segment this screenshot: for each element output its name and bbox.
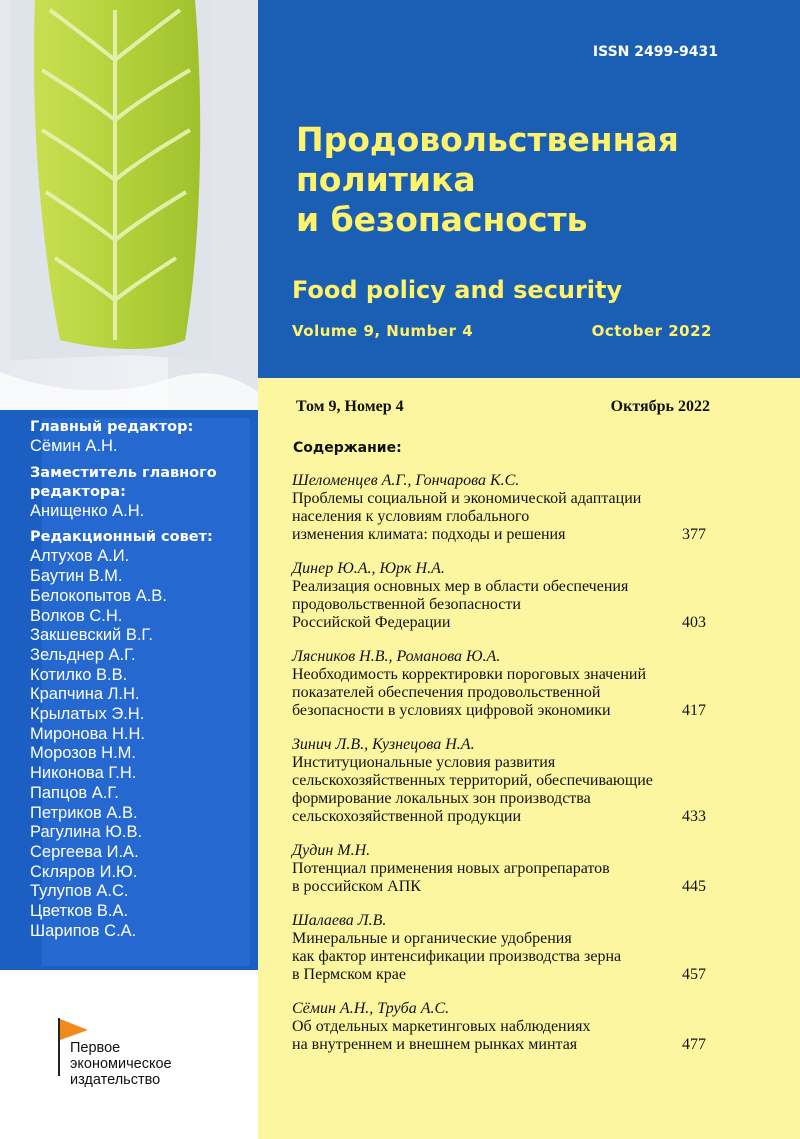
toc-authors: Сёмин А.Н., Труба А.С.	[292, 1000, 450, 1017]
toc-title-line: продовольственной безопасности	[292, 596, 521, 613]
council-member: Тулупов А.С.	[30, 882, 129, 901]
toc-title-line: Об отдельных маркетинговых наблюдениях	[292, 1018, 591, 1035]
toc-page-number: 445	[682, 878, 706, 895]
toc-authors: Динер Ю.А., Юрк Н.А.	[292, 560, 445, 577]
toc-entry[interactable]	[292, 648, 712, 720]
toc-authors: Дудин М.Н.	[292, 842, 371, 859]
council-member: Белокопытов А.В.	[30, 586, 167, 605]
editorial-board	[30, 418, 250, 941]
volume-en: Volume 9, Number 4	[292, 322, 474, 340]
council-member: Закшевский В.Г.	[30, 626, 153, 645]
council-member: Цветков В.А.	[30, 902, 129, 921]
toc-title-line: изменения климата: подходы и решения	[292, 526, 566, 543]
toc-authors: Шеломенцев А.Г., Гончарова К.С.	[292, 472, 520, 489]
wheat-illustration	[0, 0, 258, 410]
journal-title-ru	[296, 120, 776, 240]
toc-entry[interactable]	[292, 842, 712, 896]
toc-title-line: Потенциал применения новых агропрепаратов	[292, 860, 610, 877]
publisher-line: издательство	[70, 1072, 161, 1088]
toc-entry[interactable]	[292, 472, 712, 544]
toc-title-line: в Пермском крае	[292, 966, 406, 983]
council-member: Шарипов С.А.	[30, 921, 137, 940]
council-member: Морозов Н.М.	[30, 744, 137, 763]
council-member: Папцов А.Г.	[30, 783, 119, 802]
toc-title-line: сельскохозяйственных территорий, обеспечивающие	[292, 772, 653, 789]
deputy-editor-label: Заместитель главного	[30, 464, 217, 481]
publisher-line: Первое	[70, 1040, 121, 1056]
council-member: Петриков А.В.	[30, 803, 138, 822]
toc-page-number: 433	[682, 808, 706, 825]
council-member: Сергеева И.А.	[30, 842, 139, 861]
council-member: Зельднер А.Г.	[30, 645, 136, 664]
chief-editor-name: Сёмин А.Н.	[30, 437, 118, 455]
toc-page-number: 417	[682, 702, 706, 719]
toc-authors: Шалаева Л.В.	[292, 912, 387, 929]
toc-entry[interactable]	[292, 560, 712, 632]
toc-title-line: сельскохозяйственной продукции	[292, 808, 522, 825]
council-member: Волков С.Н.	[30, 606, 123, 625]
council-member: Крылатых Э.Н.	[30, 705, 145, 724]
council-member: Миронова Н.Н.	[30, 724, 145, 743]
toc-title-line: Необходимость корректировки пороговых значений	[292, 666, 647, 683]
toc-title-line: на внутреннем и внешнем рынках минтая	[292, 1036, 578, 1053]
council-member: Скляров И.Ю.	[30, 862, 138, 881]
toc-entry[interactable]	[292, 1000, 712, 1054]
toc-title-line: Реализация основных мер в области обеспечения	[292, 578, 629, 595]
toc-page-number: 457	[682, 966, 706, 983]
issn: ISSN 2499-9431	[592, 44, 718, 60]
journal-title-en: Food policy and security	[292, 276, 623, 304]
toc-title-line: населения к условиям глобального	[292, 508, 530, 525]
deputy-editor-name: Анищенко А.Н.	[30, 501, 145, 520]
toc-authors: Зинич Л.В., Кузнецова Н.А.	[292, 736, 475, 753]
council-member: Никонова Г.Н.	[30, 764, 137, 783]
toc-entry[interactable]	[292, 736, 712, 826]
toc-entry[interactable]	[292, 912, 712, 984]
toc-title-line: безопасности в условиях цифровой экономики	[292, 702, 611, 719]
date-en: October 2022	[591, 322, 712, 340]
toc-title-line: в российском АПК	[292, 878, 421, 895]
council-member: Котилко В.В.	[30, 665, 128, 684]
date-ru: Октябрь 2022	[610, 398, 710, 415]
toc-page-number: 403	[682, 614, 706, 631]
council-label: Редакционный совет:	[30, 529, 213, 546]
toc-page-number: 377	[682, 526, 706, 543]
title-ru-line: и безопасность	[296, 200, 588, 239]
title-ru-line: политика	[296, 160, 476, 199]
toc-page-number: 477	[682, 1036, 706, 1053]
council-member: Крапчина Л.Н.	[30, 685, 140, 704]
toc-title-line: формирование локальных зон производства	[292, 790, 591, 807]
table-of-contents	[292, 472, 712, 1070]
publisher-line: экономическое	[70, 1056, 172, 1072]
wheat-leaf-icon	[0, 0, 258, 410]
toc-title-line: показателей обеспечения продовольственной	[292, 684, 601, 701]
council-member: Рагулина Ю.В.	[30, 823, 143, 842]
title-ru-line: Продовольственная	[296, 120, 679, 159]
toc-title-line: как фактор интенсификации производства зерна	[292, 948, 622, 965]
publisher-name	[70, 1040, 172, 1088]
toc-authors: Лясников Н.В., Романова Ю.А.	[292, 648, 501, 665]
deputy-editor-label: редактора:	[30, 483, 126, 500]
toc-title-line: Российской Федерации	[292, 614, 451, 631]
council-member: Баутин В.М.	[30, 567, 123, 586]
toc-title-line: Институциональные условия развития	[292, 754, 556, 771]
chief-editor-label: Главный редактор:	[30, 419, 194, 435]
toc-title-line: Проблемы социальной и экономической адаптации	[292, 490, 642, 507]
council-member: Алтухов А.И.	[30, 547, 130, 566]
contents-heading: Содержание:	[293, 440, 402, 456]
volume-ru: Том 9, Номер 4	[296, 398, 404, 415]
toc-title-line: Минеральные и органические удобрения	[292, 930, 572, 947]
